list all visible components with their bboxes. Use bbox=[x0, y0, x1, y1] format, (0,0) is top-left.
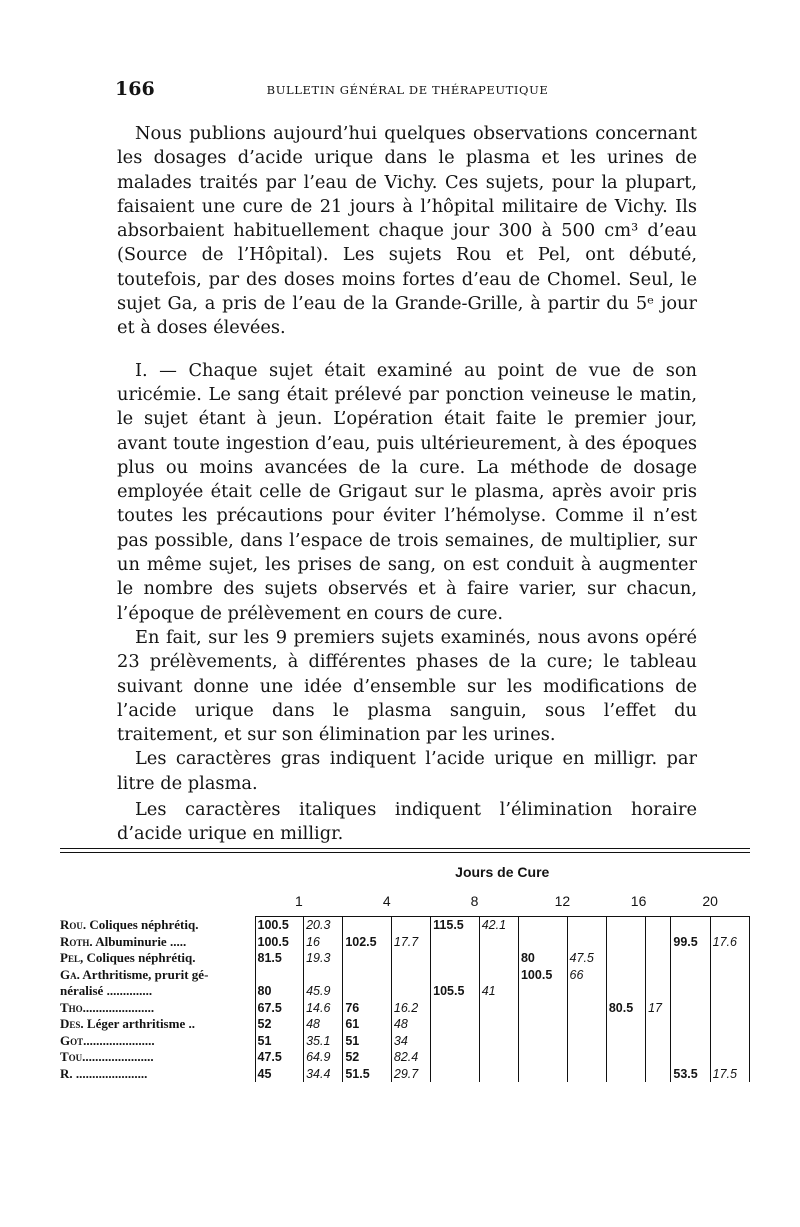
plasma-value: 100.5 bbox=[255, 917, 304, 934]
plasma-value bbox=[431, 1033, 480, 1050]
urine-value bbox=[646, 1016, 671, 1033]
plasma-value: 67.5 bbox=[255, 1000, 304, 1017]
plasma-value: 105.5 bbox=[431, 983, 480, 1000]
plasma-value bbox=[431, 1066, 480, 1083]
paragraph-results: En fait, sur les 9 premiers sujets examinés, nous avons opéré 23 prélèvements, à différentes phases de la cure; le tableau suivant donne une idée d’ensemble sur les modifications de l’acide urique dans le plasma sanguin, sous l’effet du traitement, et sur son élimination par les urines. bbox=[117, 626, 697, 746]
urine-value bbox=[479, 1049, 518, 1066]
table-row bbox=[60, 950, 750, 967]
running-title: BULLETIN GÉNÉRAL DE THÉRAPEUTIQUE bbox=[266, 83, 549, 97]
day-header: 16 bbox=[606, 886, 671, 917]
subject-label bbox=[60, 1000, 255, 1017]
subject-description: néralisé .............. bbox=[60, 983, 153, 999]
day-header: 12 bbox=[518, 886, 606, 917]
plasma-value bbox=[606, 1033, 645, 1050]
table-row bbox=[60, 967, 750, 984]
urine-value bbox=[567, 917, 606, 934]
urine-value: 16.2 bbox=[391, 1000, 430, 1017]
plasma-value bbox=[518, 934, 567, 951]
urine-value bbox=[646, 1033, 671, 1050]
plasma-value: 102.5 bbox=[343, 934, 392, 951]
plasma-value bbox=[671, 967, 710, 984]
plasma-value bbox=[431, 1000, 480, 1017]
urine-value bbox=[710, 1000, 749, 1017]
plasma-value: 45 bbox=[255, 1066, 304, 1083]
table-row bbox=[60, 983, 750, 1000]
paragraph-note-italic: Les caractères italiques indiquent l’élimination horaire d’acide urique en milligr. bbox=[117, 799, 697, 845]
urine-value bbox=[479, 1066, 518, 1083]
urine-value bbox=[567, 1066, 606, 1083]
plasma-value bbox=[343, 917, 392, 934]
subject-description: Albuminurie ..... bbox=[92, 933, 187, 949]
plasma-value bbox=[518, 1033, 567, 1050]
subject-description: Coliques néphrétiq. bbox=[86, 917, 199, 932]
plasma-value bbox=[606, 967, 645, 984]
day-header: 20 bbox=[671, 886, 750, 917]
table-row bbox=[60, 1000, 750, 1017]
urine-value bbox=[646, 967, 671, 984]
subject-label bbox=[60, 1016, 255, 1033]
table-row bbox=[60, 1049, 750, 1066]
plasma-value bbox=[431, 967, 480, 984]
plasma-value: 100.5 bbox=[255, 934, 304, 951]
urine-value bbox=[479, 1016, 518, 1033]
urine-value bbox=[567, 1000, 606, 1017]
subject-description: ...................... bbox=[83, 1032, 155, 1048]
plasma-value bbox=[606, 934, 645, 951]
urine-value bbox=[710, 917, 749, 934]
urine-value bbox=[479, 1000, 518, 1017]
subject-description: ...................... bbox=[82, 1049, 154, 1065]
urine-value bbox=[710, 967, 749, 984]
urine-value bbox=[646, 1066, 671, 1083]
plasma-value bbox=[518, 1000, 567, 1017]
urine-value bbox=[710, 983, 749, 1000]
subject-label bbox=[60, 967, 255, 984]
urine-value bbox=[710, 950, 749, 967]
urine-value bbox=[479, 934, 518, 951]
table-row bbox=[60, 1033, 750, 1050]
subject-label bbox=[60, 917, 255, 934]
plasma-value: 61 bbox=[343, 1016, 392, 1033]
urine-value bbox=[567, 1033, 606, 1050]
urine-value: 17.7 bbox=[391, 934, 430, 951]
plasma-value bbox=[343, 967, 392, 984]
paragraph-intro: Nous publions aujourd’hui quelques observations concernant les dosages d’acide urique dans le plasma et les urines de malades traités par l’eau de Vichy. Ces sujets, pour la plupart, faisaient une cure de 21 jours à l’hôpital militaire de Vichy. Ils absorbaient habituellement chaque jour 300 à 500 cm³ d’eau (Source de l’Hôpital). Les sujets Rou et Pel, ont débuté, toutefois, par des doses moins fortes d’eau de Chomel. Seul, le sujet Ga, a pris de l’eau de la Grande-Grille, à partir du 5ᵉ jour et à doses élevées. bbox=[117, 123, 697, 339]
page-header bbox=[115, 78, 700, 102]
day-header: 8 bbox=[431, 886, 519, 917]
subject-label bbox=[60, 983, 255, 1000]
subject-description: Coliques néphrétiq. bbox=[83, 950, 196, 966]
body-text bbox=[117, 122, 697, 847]
urine-value: 41 bbox=[479, 983, 518, 1000]
urine-value bbox=[710, 1033, 749, 1050]
subject-name: Ga. bbox=[60, 966, 80, 982]
plasma-value bbox=[518, 983, 567, 1000]
urine-value: 17.5 bbox=[710, 1066, 749, 1083]
plasma-value bbox=[606, 917, 645, 934]
plasma-value bbox=[671, 917, 710, 934]
urine-value: 42.1 bbox=[479, 917, 518, 934]
urine-value bbox=[304, 967, 343, 984]
paragraph-note-bold: Les caractères gras indiquent l’acide urique en milligr. par litre de plasma. bbox=[117, 748, 697, 794]
subject-description: ...................... bbox=[72, 1065, 148, 1081]
uric-acid-table bbox=[60, 858, 750, 1082]
plasma-value bbox=[606, 1016, 645, 1033]
urine-value: 17 bbox=[646, 1000, 671, 1017]
day-header: 1 bbox=[255, 886, 343, 917]
table-title: Jours de Cure bbox=[455, 864, 550, 880]
plasma-value bbox=[518, 1016, 567, 1033]
subject-name: Des. bbox=[60, 1016, 84, 1032]
plasma-value: 51 bbox=[343, 1033, 392, 1050]
urine-value: 82.4 bbox=[391, 1049, 430, 1066]
urine-value bbox=[479, 950, 518, 967]
plasma-value bbox=[606, 983, 645, 1000]
plasma-value bbox=[606, 950, 645, 967]
plasma-value bbox=[671, 983, 710, 1000]
subject-label bbox=[60, 950, 255, 967]
plasma-value bbox=[343, 983, 392, 1000]
table-top-rule bbox=[60, 848, 750, 849]
plasma-value bbox=[671, 950, 710, 967]
table-row bbox=[60, 1016, 750, 1033]
plasma-value bbox=[671, 1016, 710, 1033]
subject-label bbox=[60, 1033, 255, 1050]
urine-value bbox=[567, 934, 606, 951]
urine-value bbox=[391, 967, 430, 984]
urine-value bbox=[646, 1049, 671, 1066]
plasma-value: 47.5 bbox=[255, 1049, 304, 1066]
subject-name: Pel, bbox=[60, 950, 84, 966]
plasma-value: 76 bbox=[343, 1000, 392, 1017]
plasma-value bbox=[518, 1049, 567, 1066]
urine-value bbox=[646, 934, 671, 951]
plasma-value: 51 bbox=[255, 1033, 304, 1050]
plasma-value: 80 bbox=[255, 983, 304, 1000]
plasma-value: 51.5 bbox=[343, 1066, 392, 1083]
page-number: 166 bbox=[115, 78, 155, 100]
urine-value bbox=[567, 1049, 606, 1066]
plasma-value: 52 bbox=[255, 1016, 304, 1033]
plasma-value: 99.5 bbox=[671, 934, 710, 951]
plasma-value: 80.5 bbox=[606, 1000, 645, 1017]
plasma-value bbox=[255, 967, 304, 984]
plasma-value: 80 bbox=[518, 950, 567, 967]
plasma-value bbox=[518, 917, 567, 934]
subject-label bbox=[60, 1049, 255, 1066]
urine-value: 16 bbox=[304, 934, 343, 951]
plasma-value bbox=[671, 1049, 710, 1066]
day-header: 4 bbox=[343, 886, 431, 917]
urine-value: 19.3 bbox=[304, 950, 343, 967]
subject-label bbox=[60, 934, 255, 951]
urine-value bbox=[567, 983, 606, 1000]
urine-value bbox=[567, 1016, 606, 1033]
table-row bbox=[60, 917, 750, 934]
subject-name: R. bbox=[60, 1065, 73, 1081]
urine-value: 34.4 bbox=[304, 1066, 343, 1083]
table-row bbox=[60, 1066, 750, 1083]
urine-value: 66 bbox=[567, 967, 606, 984]
plasma-value bbox=[671, 1033, 710, 1050]
urine-value bbox=[646, 950, 671, 967]
urine-value bbox=[710, 1016, 749, 1033]
subject-description: Arthritisme, prurit gé- bbox=[79, 966, 209, 982]
subject-name: Tou bbox=[60, 1049, 83, 1065]
plasma-value: 53.5 bbox=[671, 1066, 710, 1083]
urine-value: 17.6 bbox=[710, 934, 749, 951]
plasma-value bbox=[431, 950, 480, 967]
urine-value bbox=[391, 950, 430, 967]
urine-value: 48 bbox=[304, 1016, 343, 1033]
paragraph-section-1: I. — Chaque sujet était examiné au point de vue de son uricémie. Le sang était prélevé par ponction veineuse le matin, le sujet étant à jeun. L’opération était faite le premier jour, avant toute ingestion d’eau, puis ultérieurement, à des époques plus ou moins avancées de la cure. La méthode de dosage employée était celle de Grigaut sur le plasma, après avoir pris toutes les précautions pour éviter l’hémolyse. Comme il n’est pas possible, dans l’espace de trois semaines, de multiplier, sur un même sujet, les prises de sang, on est conduit à augmenter le nombre des sujets observés et à faire varier, sur chacun, l’époque de prélèvement en cours de cure. bbox=[117, 359, 697, 624]
plasma-value: 81.5 bbox=[255, 950, 304, 967]
plasma-value bbox=[431, 1049, 480, 1066]
plasma-value: 52 bbox=[343, 1049, 392, 1066]
plasma-value bbox=[431, 934, 480, 951]
urine-value bbox=[479, 967, 518, 984]
plasma-value: 115.5 bbox=[431, 917, 480, 934]
urine-value: 64.9 bbox=[304, 1049, 343, 1066]
plasma-value bbox=[606, 1066, 645, 1083]
plasma-value bbox=[518, 1066, 567, 1083]
plasma-value bbox=[606, 1049, 645, 1066]
urine-value bbox=[646, 917, 671, 934]
urine-value bbox=[710, 1049, 749, 1066]
urine-value bbox=[646, 983, 671, 1000]
plasma-value: 100.5 bbox=[518, 967, 567, 984]
subject-description: ...................... bbox=[82, 999, 155, 1015]
urine-value: 14.6 bbox=[304, 1000, 343, 1017]
table-row bbox=[60, 934, 750, 951]
subject-name: Tho bbox=[60, 999, 83, 1015]
urine-value: 20.3 bbox=[304, 917, 343, 934]
subject-name: Got bbox=[60, 1032, 84, 1048]
subject-name: Roth. bbox=[60, 933, 93, 949]
subject-label bbox=[60, 1066, 255, 1083]
urine-value: 35.1 bbox=[304, 1033, 343, 1050]
urine-value: 48 bbox=[391, 1016, 430, 1033]
urine-value: 34 bbox=[391, 1033, 430, 1050]
subject-description: Léger arthritisme .. bbox=[83, 1016, 195, 1032]
table-top-rule-2 bbox=[60, 852, 750, 853]
urine-value bbox=[391, 917, 430, 934]
plasma-value bbox=[671, 1000, 710, 1017]
subject-name: Rou. bbox=[60, 917, 87, 932]
plasma-value bbox=[431, 1016, 480, 1033]
urine-value: 29.7 bbox=[391, 1066, 430, 1083]
urine-value: 47.5 bbox=[567, 950, 606, 967]
urine-value bbox=[479, 1033, 518, 1050]
urine-value bbox=[391, 983, 430, 1000]
plasma-value bbox=[343, 950, 392, 967]
urine-value: 45.9 bbox=[304, 983, 343, 1000]
